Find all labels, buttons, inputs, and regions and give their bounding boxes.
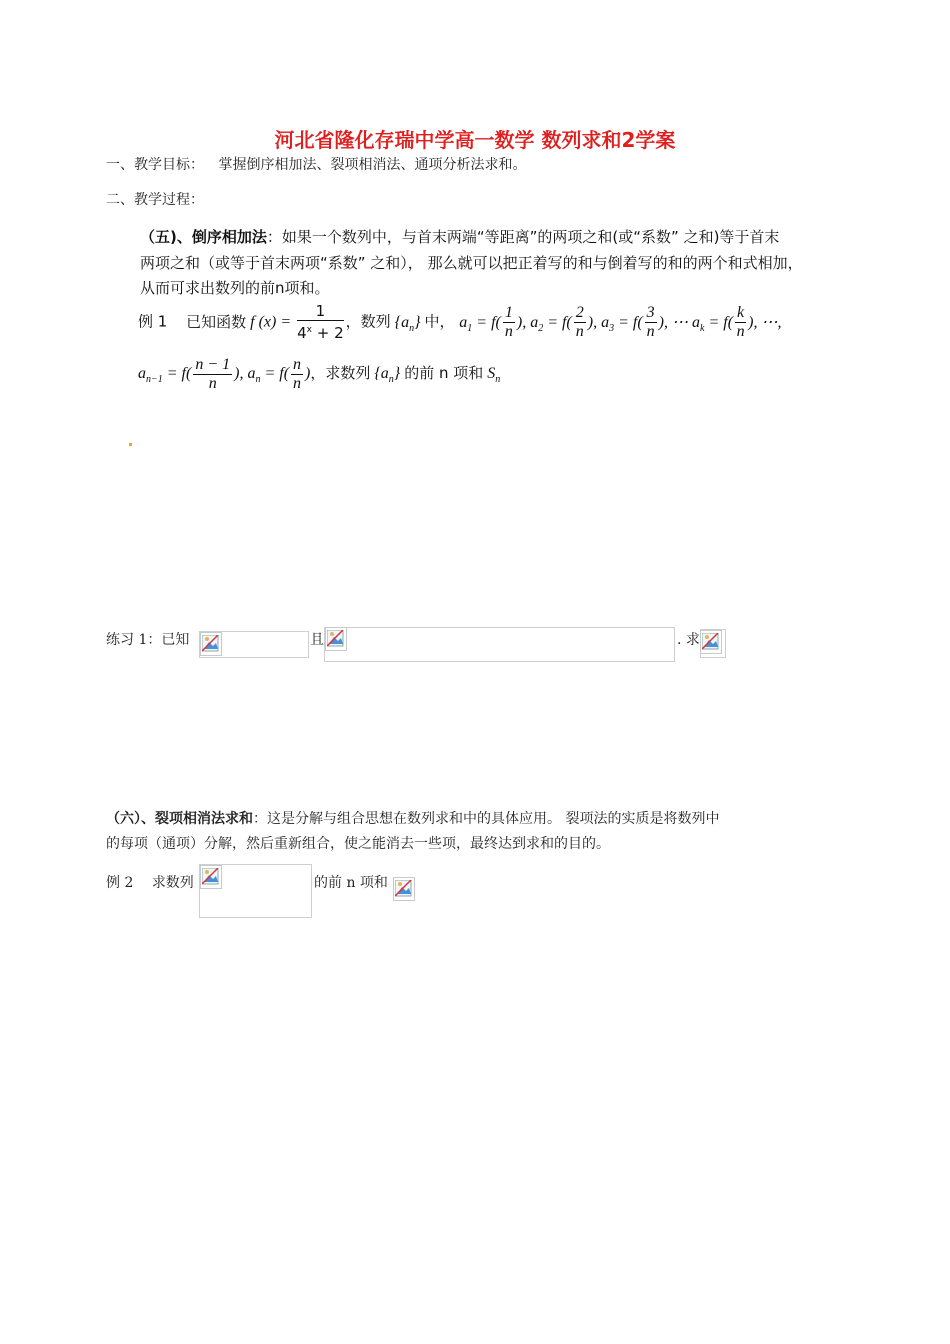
example1-seq: ，数列 xyxy=(345,312,391,331)
example1-mid: 中， xyxy=(424,312,455,331)
formula-fraction: $\frac{1}{4^x + 2}$ xyxy=(297,302,344,342)
goal-text: 掌握倒序相加法、裂项相消法、通项分析法求和。 xyxy=(218,157,527,173)
broken-image-icon xyxy=(700,630,722,654)
formula-last-terms: $a_{n-1} = f$( $\frac{n - 1}{n}$ ), $a_n = f$( $\frac{n}{n}$ ) xyxy=(138,356,311,392)
broken-image-icon xyxy=(200,632,222,656)
section6-line1 xyxy=(106,808,719,828)
example1-line1: 例 1 已知函数 f (x) = $\frac{1}{4^x + 2}$ ，数列 $\{a_n\}$ 中， $a_1 = f$( $\frac{1}{n}$ ), $a_2 = f$( $\frac{2}{n}$ ), $a_3 = f$( $\frac{3}{n}$ ), ⋯ $a_k = f$( $\frac{k}{n}$ ), ⋯, xyxy=(138,302,782,342)
exercise1-ask: . 求 xyxy=(677,632,700,648)
section5-text1: ：如果一个数列中，与首末两端“等距离”的两项之和(或“系数” 之和)等于首末 xyxy=(266,228,780,246)
broken-image-icon xyxy=(200,865,222,889)
example1-label: 例 1 xyxy=(138,312,168,331)
example1-end: 的前 n 项和 xyxy=(404,364,484,383)
example2-text: 求数列 xyxy=(151,875,194,891)
formula-sn: $S_n$ xyxy=(483,365,501,386)
page-title: 河北省隆化存瑞中学高一数学 数列求和2学案 xyxy=(274,128,676,152)
section6-heading: （六）、裂项相消法求和 xyxy=(106,811,253,827)
example1-intro: 已知函数 xyxy=(186,312,247,331)
image-frame-2 xyxy=(324,627,675,662)
section5-heading: （五)、倒序相加法 xyxy=(140,228,267,246)
example2-line xyxy=(106,872,194,892)
example2-label: 例 2 xyxy=(106,875,134,891)
section6-text1: ：这是分解与组合思想在数列求和中的具体应用。 裂项法的实质是将数列中 xyxy=(253,811,720,827)
exercise1-label: 练习 1：已知 xyxy=(106,632,190,648)
process-label: 二、教学过程： xyxy=(106,192,204,208)
section5-line1 xyxy=(140,226,779,247)
example2-end: 的前 n 项和 xyxy=(314,875,388,891)
broken-image-icon xyxy=(393,877,415,901)
formula-terms: $a_1 = f$( $\frac{1}{n}$ ), $a_2 = f$( $\frac{2}{n}$ ), $a_3 = f$( $\frac{3}{n}$ ), ⋯ $a_k = f$( $\frac{k}{n}$ ), ⋯, xyxy=(459,304,782,341)
example1-ask: ，求数列 xyxy=(310,364,371,383)
section5-line3: 从而可求出数列的前n项和。 xyxy=(140,279,330,297)
example1-line2: $a_{n-1} = f$( $\frac{n - 1}{n}$ ), $a_n = f$( $\frac{n}{n}$ )，求数列 $\{a_n\}$ 的前 n 项和 $S_n$ xyxy=(138,356,501,392)
section5-line2: 两项之和（或等于首末两项“系数” 之和）， 那么就可以把正着写的和与倒着写的和的两个和式相加， xyxy=(140,254,803,272)
goal-line xyxy=(106,154,526,174)
broken-image-icon xyxy=(325,627,347,651)
exercise1-and: 且 xyxy=(310,632,324,648)
formula-fx: f xyxy=(246,313,259,331)
decorative-mark xyxy=(129,443,132,446)
formula-an: $\{a_n\}$ xyxy=(390,313,425,334)
goal-label: 一、教学目标： xyxy=(106,157,204,173)
section6-line2: 的每项（通项）分解，然后重新组合，使之能消去一些项，最终达到求和的目的。 xyxy=(106,836,610,852)
